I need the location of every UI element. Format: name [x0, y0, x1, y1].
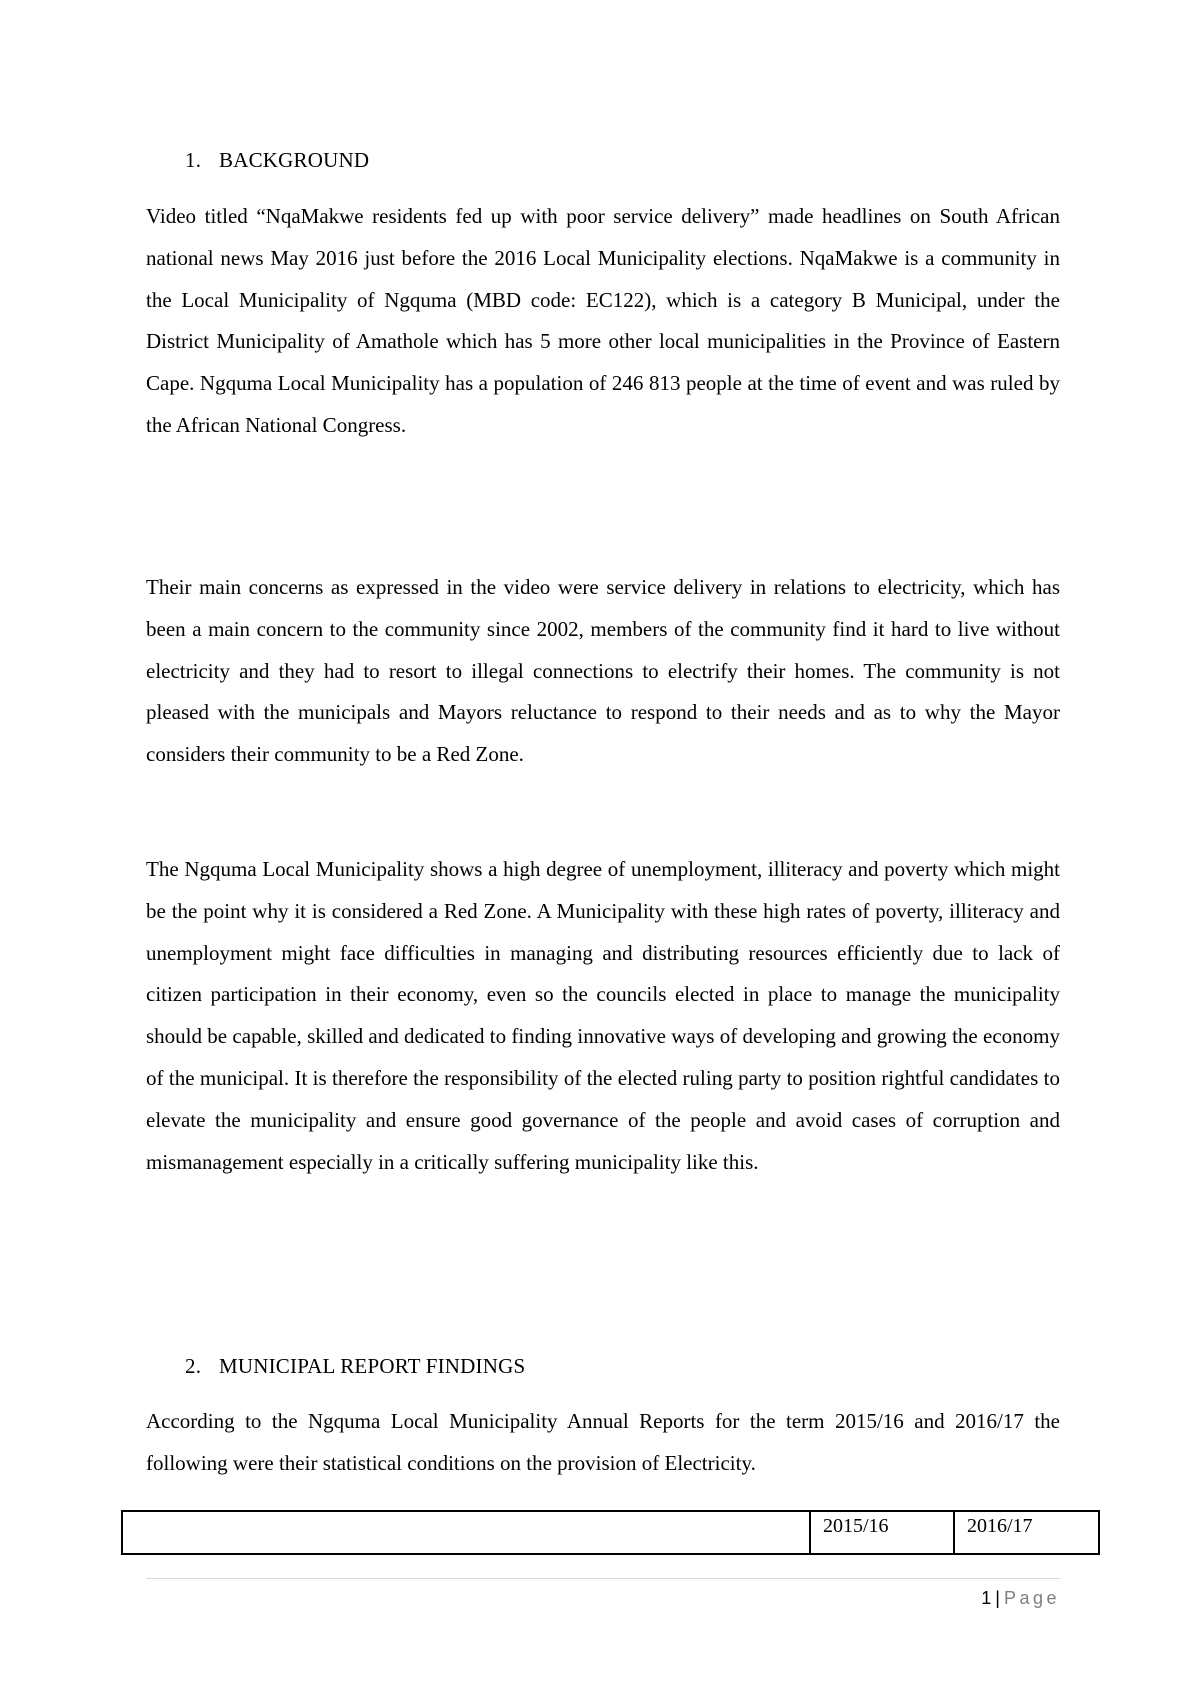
section-heading-findings: [185, 1352, 525, 1380]
section-number: 2.: [185, 1354, 202, 1378]
page-number: 1: [981, 1588, 992, 1608]
footer-divider: [146, 1578, 1060, 1579]
paragraph: Video titled “NqaMakwe residents fed up with poor service delivery” made headlines on South African national news May 2016 just before the 2016 Local Municipality elections. NqaMakwe is a community in the Local Municipality of Ngquma (MBD code: EC122), which is a category B Municipal, under the District Municipality of Amathole which has 5 more other local municipalities in the Province of Eastern Cape. Ngquma Local Municipality has a population of 246 813 people at the time of event and was ruled by the African National Congress.: [146, 204, 1060, 437]
electricity-statistics-table: [121, 1510, 1100, 1555]
page-label: Page: [1003, 1588, 1060, 1608]
paragraph: Their main concerns as expressed in the video were service delivery in relations to electricity, which has been a main concern to the community since 2002, members of the community find it hard to live without electricity and they had to resort to illegal connections to electrify their homes. The community is not pleased with the municipals and Mayors reluctance to respond to their needs and as to why the Mayor considers their community to be a Red Zone.: [146, 575, 1060, 767]
section-title: MUNICIPAL REPORT FINDINGS: [219, 1354, 526, 1378]
paragraph: The Ngquma Local Municipality shows a high degree of unemployment, illiteracy and poverty which might be the point why it is considered a Red Zone. A Municipality with these high rates of poverty, illiteracy and unemployment might face difficulties in managing and distributing resources efficiently due to lack of citizen participation in their economy, even so the councils elected in place to manage the municipality should be capable, skilled and dedicated to finding innovative ways of developing and growing the economy of the municipal. It is therefore the responsibility of the elected ruling party to position rightful candidates to elevate the municipality and ensure good governance of the people and avoid cases of corruption and mismanagement especially in a critically suffering municipality like this.: [146, 857, 1060, 1174]
table-header-row: [122, 1511, 1099, 1554]
table-header-cell-label: [122, 1511, 810, 1554]
paragraph: According to the Ngquma Local Municipality Annual Reports for the term 2015/16 and 2016/17 the following were their statistical conditions on the provision of Electricity.: [146, 1409, 1060, 1475]
footer-separator: |: [995, 1588, 1000, 1608]
section-title: BACKGROUND: [219, 148, 370, 172]
section-number: 1.: [185, 148, 202, 172]
section-heading-background: [185, 146, 369, 174]
table-header-cell-2015-16: 2015/16: [810, 1511, 954, 1554]
table-header-cell-2016-17: 2016/17: [954, 1511, 1099, 1554]
page-footer: [981, 1586, 1060, 1610]
